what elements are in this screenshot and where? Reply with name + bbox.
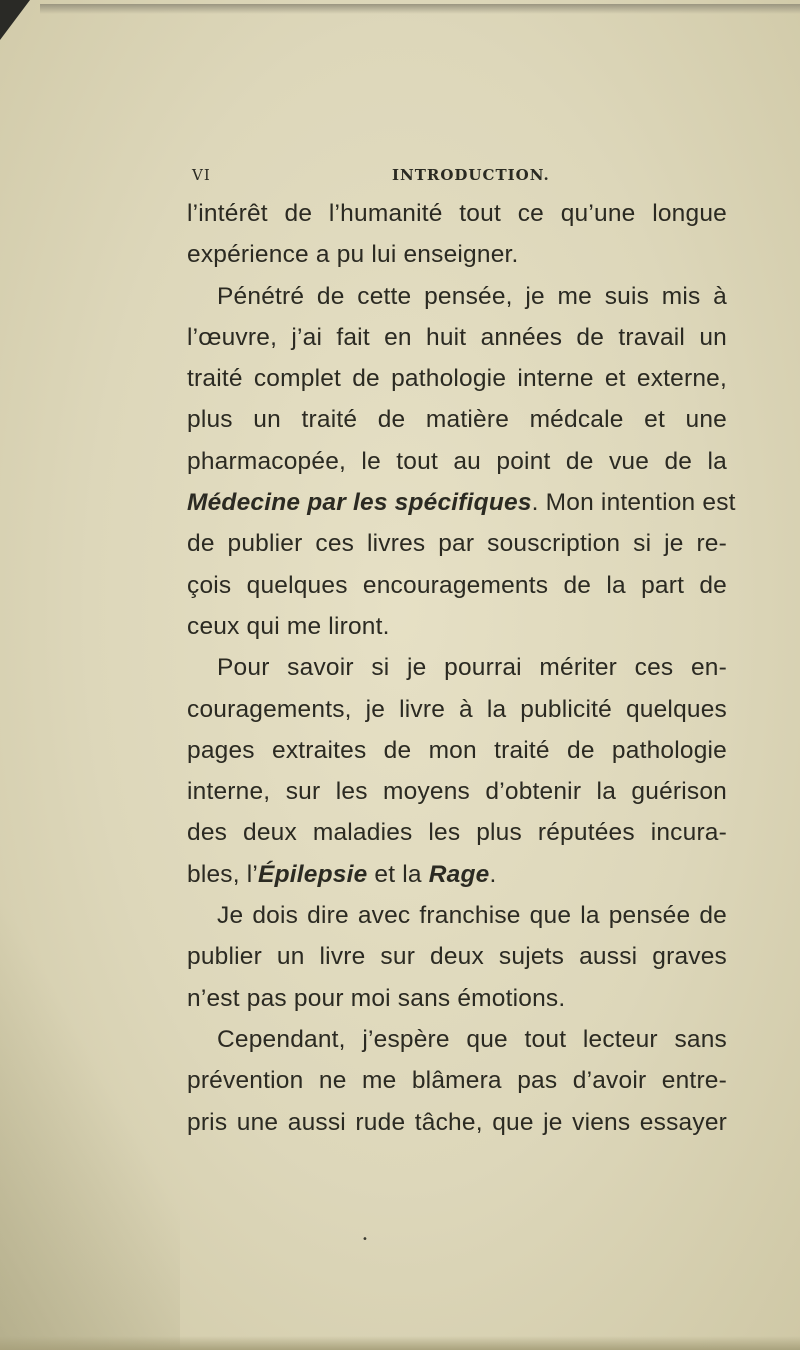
text-line: Pour savoir si je pourrai mériter ces en-: [217, 654, 727, 682]
text-line: Pénétré de cette pensée, je me suis mis à: [217, 282, 727, 310]
italic-term: Rage: [428, 860, 490, 888]
paragraph-4: [187, 895, 727, 1019]
text-line: traité complet de pathologie interne et externe,: [187, 365, 727, 393]
text-line: Cependant, j’espère que tout lecteur sans: [217, 1025, 727, 1053]
text-fragment: . Mon intention est: [531, 489, 736, 517]
paragraph-1: [187, 193, 727, 276]
text-line: çois quelques encouragements de la part de: [187, 571, 727, 599]
text-line: de publier ces livres par souscription si je re-: [187, 530, 727, 558]
italic-term: Épilepsie: [258, 860, 368, 888]
text-line: pages extraites de mon traité de pathologie: [187, 736, 727, 764]
paragraph-2: [187, 276, 736, 648]
body-text: [187, 193, 736, 1143]
paragraph-5: [187, 1019, 727, 1143]
text-line: couragements, je livre à la publicité quelques: [187, 695, 727, 723]
text-line: n’est pas pour moi sans émotions.: [187, 984, 566, 1012]
text-fragment: et la: [367, 860, 429, 888]
running-header: [192, 166, 732, 192]
paragraph-3: [187, 647, 727, 895]
text-line: [187, 854, 727, 895]
text-fragment: bles, l’: [187, 860, 259, 888]
text-line: l’intérêt de l’humanité tout ce qu’une longue: [187, 200, 727, 227]
page-bottom-edge: [0, 1336, 800, 1350]
scan-corner-shadow: [0, 0, 30, 40]
page-top-edge: [40, 4, 800, 14]
text-line: l’œuvre, j’ai fait en huit années de travail un: [187, 323, 727, 351]
text-line: publier un livre sur deux sujets aussi graves: [187, 943, 727, 971]
printer-mark: •: [362, 1234, 368, 1245]
text-line: prévention ne me blâmera pas d’avoir entre-: [187, 1067, 727, 1095]
text-line: des deux maladies les plus réputées incura-: [187, 819, 727, 847]
text-line: Je dois dire avec franchise que la pensée de: [217, 902, 727, 930]
text-line: interne, sur les moyens d’obtenir la guérison: [187, 778, 727, 806]
text-line: pharmacopée, le tout au point de vue de la: [187, 447, 727, 475]
running-title: INTRODUCTION.: [392, 166, 550, 184]
italic-title: Médecine par les spécifiques: [187, 489, 532, 517]
text-line: expérience a pu lui enseigner.: [187, 241, 519, 269]
text-line: plus un traité de matière médcale et une: [187, 406, 727, 434]
page-fold-shadow: [0, 900, 180, 1350]
page-number: VI: [192, 166, 211, 184]
text-fragment: .: [489, 860, 497, 888]
text-line: ceux qui me liront.: [187, 612, 390, 640]
text-line: [187, 482, 736, 523]
text-line: pris une aussi rude tâche, que je viens essayer: [187, 1108, 727, 1136]
